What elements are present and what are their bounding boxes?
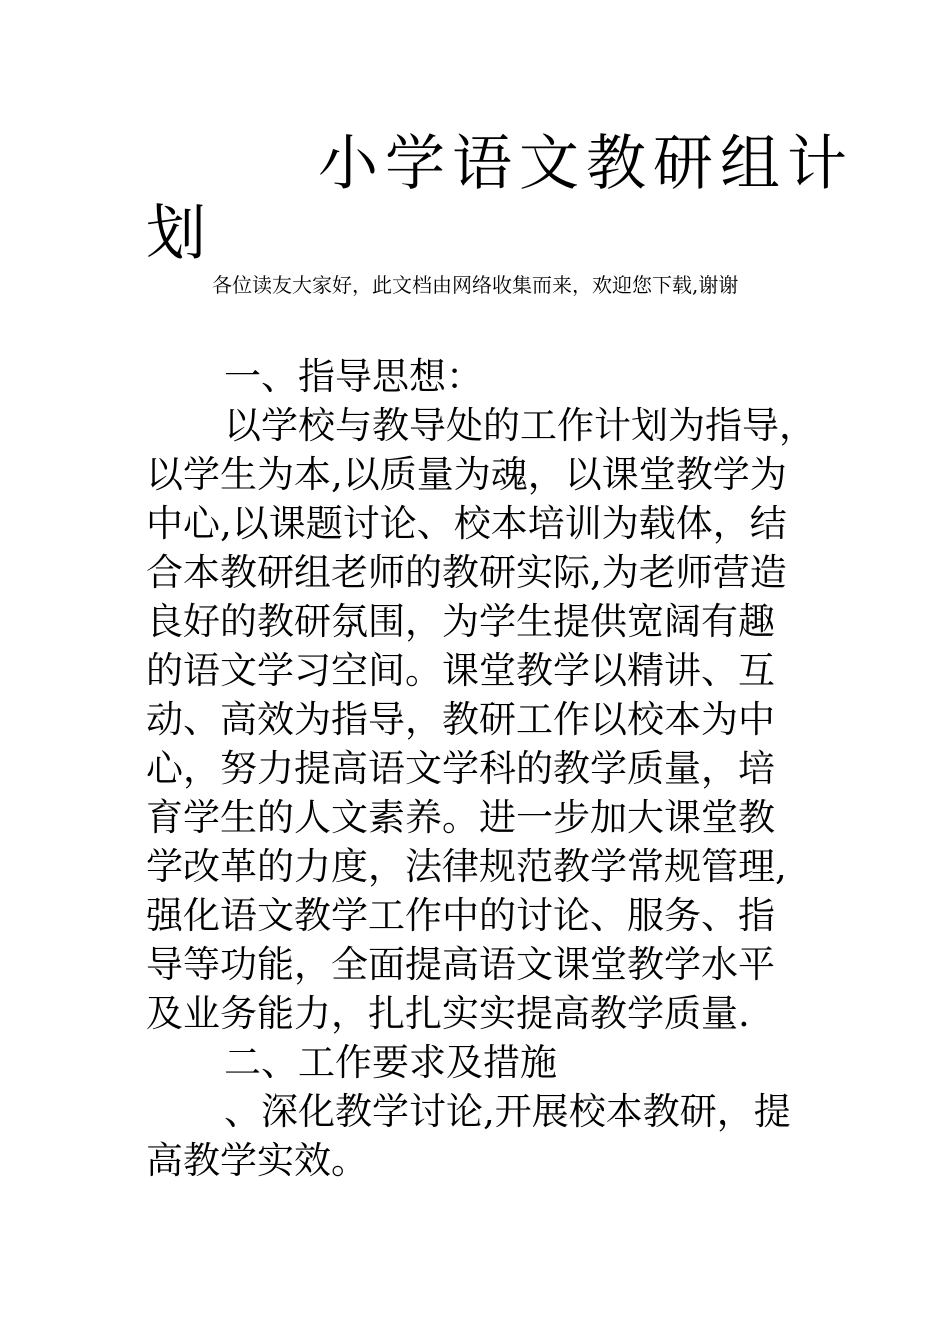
paragraph-line: 的语文学习空间。课堂教学以精讲、互 [146, 649, 775, 692]
section-heading-work-requirements: 二、工作要求及措施 [224, 1041, 557, 1084]
paragraph-line: 中心,以课题讨论、校本培训为载体，结 [146, 502, 787, 545]
paragraph-line: 以学校与教导处的工作计划为指导， [224, 404, 816, 447]
paragraph-line: 导等功能，全面提高语文课堂教学水平 [146, 943, 775, 986]
download-note: 各位读友大家好，此文档由网络收集而来，欢迎您下载,谢谢 [212, 273, 739, 297]
document-body [146, 352, 836, 1185]
section-heading-guiding-thought: 一、指导思想： [224, 355, 483, 398]
paragraph-line: 强化语文教学工作中的讨论、服务、指 [146, 894, 775, 937]
paragraph-line: 以学生为本,以质量为魂，以课堂教学为 [146, 453, 787, 496]
document-title-continued: 划 [146, 199, 206, 269]
paragraph-line: 心，努力提高语文学科的教学质量，培 [146, 747, 775, 790]
paragraph-line: 及业务能力，扎扎实实提高教学质量. [146, 992, 750, 1035]
paragraph-line: 合本教研组老师的教研实际,为老师营造 [146, 551, 787, 594]
paragraph-line: 动、高效为指导，教研工作以校本为中 [146, 698, 775, 741]
paragraph-line: 、深化教学讨论,开展校本教研，提 [224, 1090, 791, 1133]
document-title: 小学语文教研组计 [318, 129, 854, 199]
paragraph-line: 育学生的人文素养。进一步加大课堂教 [146, 796, 775, 839]
paragraph-line: 良好的教研氛围，为学生提供宽阔有趣 [146, 600, 775, 643]
paragraph-line: 学改革的力度，法律规范教学常规管理, [146, 845, 787, 888]
paragraph-line: 高教学实效。 [146, 1139, 368, 1182]
